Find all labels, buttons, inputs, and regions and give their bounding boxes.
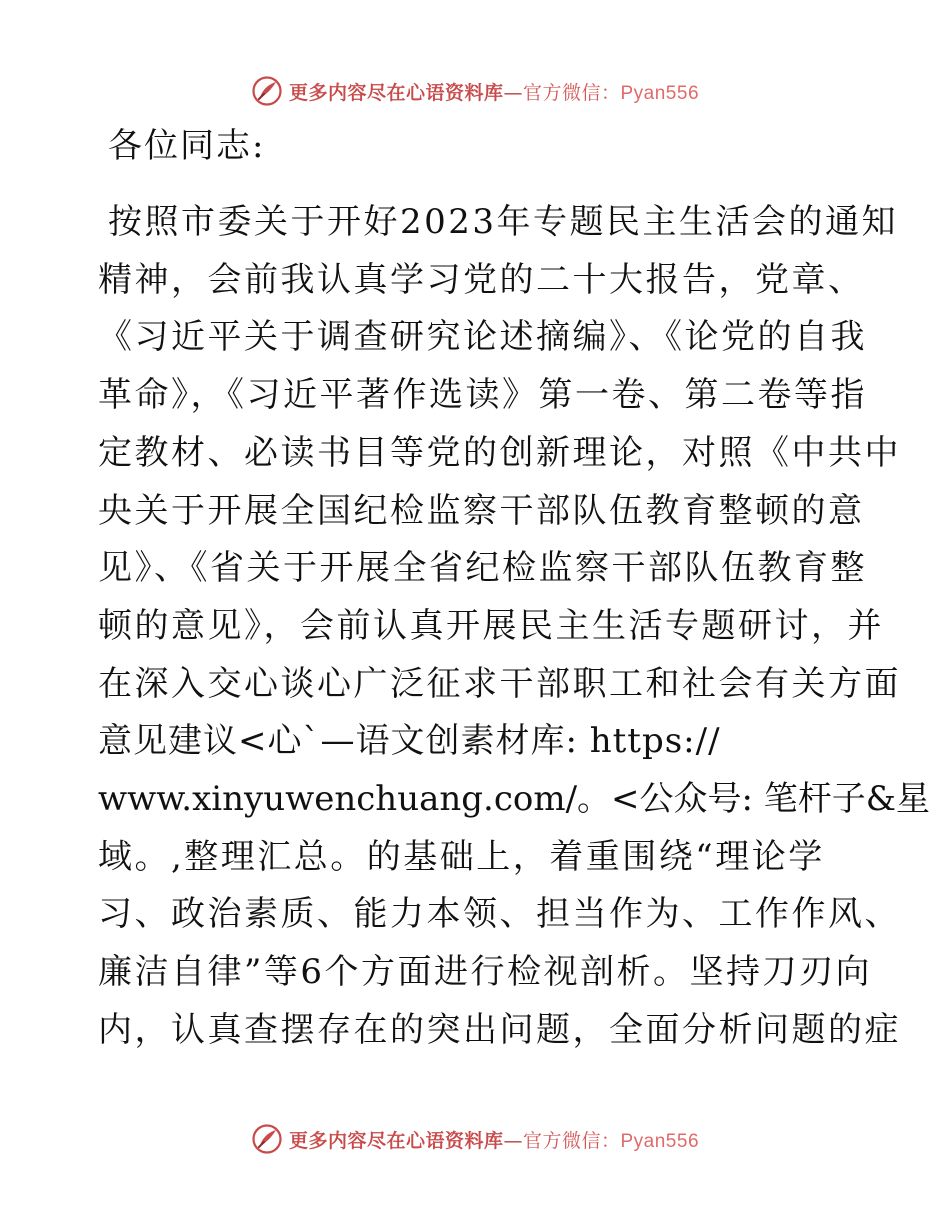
watermark-slogan: 更多内容尽在心语资料库 xyxy=(288,81,504,104)
watermark-dash: — xyxy=(503,1129,523,1152)
text-line: www.xinyuwenchuang.com/。<公众号: 笔杆子&星 xyxy=(98,779,931,820)
text-line: 意见建议<心`—语文创素材库: https:// xyxy=(98,721,721,762)
watermark-wechat-label: 官方微信： xyxy=(522,1129,621,1152)
text-line: 革命》，《习近平著作选读》第一卷、第二卷等指 xyxy=(98,375,867,416)
quill-seal-icon xyxy=(251,75,283,107)
salutation: 各位同志: xyxy=(108,126,266,166)
text-line: 见》、《省关于开展全省纪检监察干部队伍教育整 xyxy=(98,548,867,589)
text-line: 在深入交心谈心广泛征求干部职工和社会有关方面 xyxy=(98,663,901,704)
text-line: 廉洁自律”等6个方面进行检视剖析。坚持刀刃向 xyxy=(98,952,873,993)
quill-seal-icon xyxy=(251,1123,283,1155)
text-line: 《习近平关于调查研究论述摘编》、《论党的自我 xyxy=(98,317,867,358)
text-line: 精神，会前我认真学习党的二十大报告，党章、 xyxy=(98,259,865,300)
text-line: 定教材、必读书目等党的创新理论，对照《中共中 xyxy=(98,432,901,473)
watermark-wechat-label: 官方微信： xyxy=(522,81,621,104)
watermark-account: Pyan556 xyxy=(620,82,700,104)
watermark-slogan: 更多内容尽在心语资料库 xyxy=(288,1129,504,1152)
text-line: 按照市委关于开好2023年专题民主生活会的通知 xyxy=(108,202,899,242)
text-line: 央关于开展全国纪检监察干部队伍教育整顿的意 xyxy=(98,490,865,531)
watermark-dash: — xyxy=(503,81,523,104)
text-line: 习、政治素质、能力本领、担当作为、工作作风、 xyxy=(98,894,901,935)
footer-watermark xyxy=(0,1122,950,1156)
header-watermark xyxy=(0,74,950,108)
text-line: 域。,整理汇总。的基础上，着重围绕“理论学 xyxy=(98,836,825,877)
document-body xyxy=(98,118,931,1060)
text-line: 内，认真查摆存在的突出问题，全面分析问题的症 xyxy=(98,1009,901,1050)
text-line: 顿的意见》，会前认真开展民主生活专题研讨，并 xyxy=(98,605,884,646)
watermark-account: Pyan556 xyxy=(620,1130,700,1152)
